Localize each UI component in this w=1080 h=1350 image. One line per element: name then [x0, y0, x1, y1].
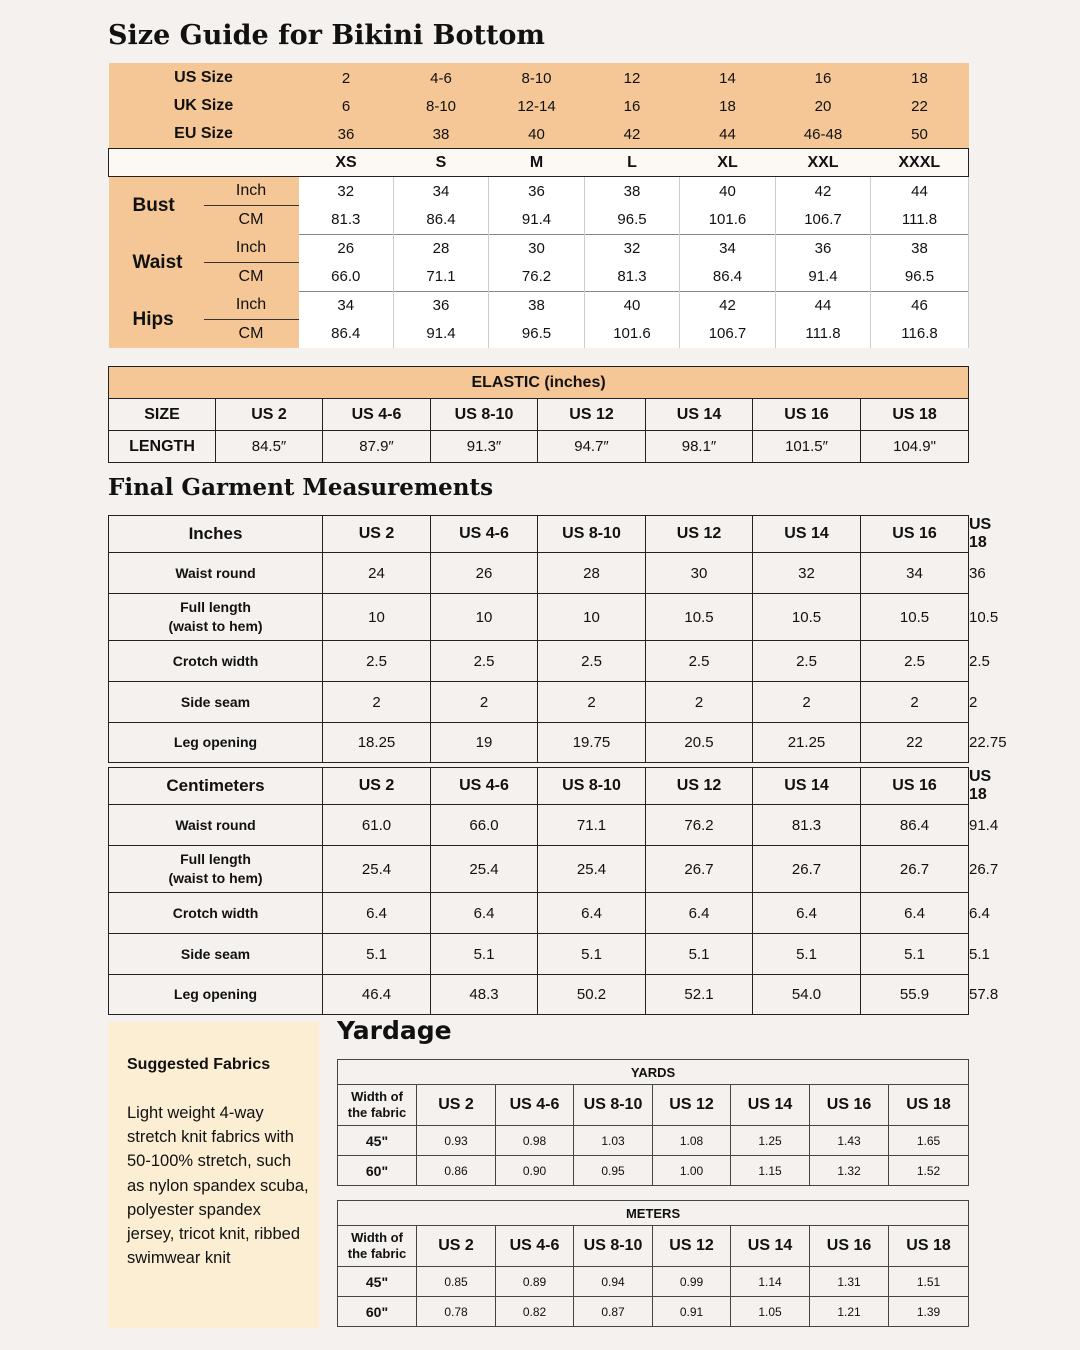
letter-size: S — [394, 149, 489, 177]
measurement-name: Bust — [109, 177, 204, 235]
yardage-value: 1.03 — [574, 1126, 653, 1156]
fabric-width: 45" — [338, 1267, 417, 1297]
measurement-value: 86.4 — [394, 206, 489, 235]
size-header: US 4-6 — [496, 1085, 574, 1126]
header-row — [338, 1085, 969, 1126]
measurement-value: 38 — [585, 177, 680, 206]
measurement-value: 10 — [538, 594, 646, 641]
letter-size: XXL — [776, 149, 871, 177]
centimeters-table — [108, 767, 999, 1015]
width-label-line: the fabric — [347, 1105, 407, 1120]
yardage-value: 0.85 — [417, 1267, 496, 1297]
yardage-value: 1.32 — [810, 1156, 889, 1186]
size-header: US 16 — [810, 1226, 889, 1267]
letter-size-blank — [109, 149, 299, 177]
measurement-value: 50.2 — [538, 975, 646, 1015]
width-label-line: Width of — [351, 1089, 403, 1104]
size-header: US 14 — [731, 1085, 810, 1126]
measurement-value: 52.1 — [646, 975, 753, 1015]
measurement-value: 30 — [489, 234, 585, 263]
yardage-value: 1.65 — [889, 1126, 969, 1156]
size-header: US 2 — [323, 768, 431, 805]
size-header: US 18 — [889, 1226, 969, 1267]
unit-label: CM — [204, 263, 299, 292]
size-value: 40 — [489, 120, 585, 149]
yardage-value: 0.86 — [417, 1156, 496, 1186]
measurement-value: 96.5 — [489, 320, 585, 349]
measurement-value: 2 — [753, 682, 861, 723]
measurement-value: 6.4 — [646, 893, 753, 934]
row-label — [109, 553, 323, 594]
measurement-value: 38 — [489, 291, 585, 320]
elastic-title: ELASTIC (inches) — [109, 367, 969, 399]
measurement-value: 2.5 — [646, 641, 753, 682]
size-value: 18 — [871, 63, 969, 92]
row-label-line: Full length — [180, 599, 251, 615]
measurement-row: Waist round 24 26 28 30 32 34 36 — [109, 553, 969, 594]
yardage-value: 0.99 — [653, 1267, 731, 1297]
measurement-row: Side seam 5.1 5.1 5.1 5.1 5.1 5.1 5.1 — [109, 934, 969, 975]
measurement-value: 28 — [538, 553, 646, 594]
size-value: 44 — [680, 120, 776, 149]
row-label — [109, 594, 323, 641]
letter-size-row — [109, 149, 969, 177]
elastic-size: US 2 — [216, 399, 323, 431]
size-header: US 2 — [417, 1226, 496, 1267]
measurement-value: 116.8 — [871, 320, 969, 349]
elastic-size-label: SIZE — [109, 399, 216, 431]
measurement-value: 2 — [861, 682, 969, 723]
row-label-line: Crotch width — [172, 652, 259, 669]
measurement-value: 2 — [323, 682, 431, 723]
elastic-length-label: LENGTH — [109, 431, 216, 463]
yardage-value: 0.87 — [574, 1297, 653, 1327]
measurement-value: 32 — [585, 234, 680, 263]
size-value: 4-6 — [394, 63, 489, 92]
measurement-value: 6.4 — [431, 893, 538, 934]
size-header: US 4-6 — [496, 1226, 574, 1267]
measurement-value: 86.4 — [299, 320, 394, 349]
measurement-value: 111.8 — [871, 206, 969, 235]
yardage-value: 0.91 — [653, 1297, 731, 1327]
elastic-length: 87.9″ — [323, 431, 431, 463]
elastic-size: US 4-6 — [323, 399, 431, 431]
measurement-value: 2 — [431, 682, 538, 723]
size-value: 8-10 — [489, 63, 585, 92]
yardage-value: 1.31 — [810, 1267, 889, 1297]
caption-row — [338, 1060, 969, 1085]
size-value: 42 — [585, 120, 680, 149]
yardage-row — [338, 1297, 969, 1327]
measurement-row-cm — [109, 320, 969, 349]
measurement-value: 48.3 — [431, 975, 538, 1015]
measurement-value: 26 — [299, 234, 394, 263]
size-value: 18 — [680, 92, 776, 120]
measurement-value: 2.5 — [323, 641, 431, 682]
yardage-caption: YARDS — [338, 1060, 969, 1085]
measurement-row: Leg opening 46.4 48.3 50.2 52.1 54.0 55.9 57.8 — [109, 975, 969, 1015]
size-row — [109, 120, 969, 149]
measurement-value: 40 — [680, 177, 776, 206]
size-value: 6 — [299, 92, 394, 120]
measurement-value: 25.4 — [323, 846, 431, 893]
fabric-width: 60" — [338, 1297, 417, 1327]
yardage-value: 1.00 — [653, 1156, 731, 1186]
header-row — [338, 1226, 969, 1267]
row-label-line: Side seam — [180, 945, 251, 962]
size-system-label: UK Size — [109, 92, 299, 120]
measurement-row-inch — [109, 291, 969, 320]
measurement-value: 19 — [431, 723, 538, 763]
yardage-value: 1.39 — [889, 1297, 969, 1327]
measurement-value: 10.5 — [861, 594, 969, 641]
measurement-value: 101.6 — [680, 206, 776, 235]
size-value: 38 — [394, 120, 489, 149]
unit-label: Inch — [204, 234, 299, 263]
measurement-value: 32 — [753, 553, 861, 594]
measurement-row: Crotch width 6.4 6.4 6.4 6.4 6.4 6.4 6.4 — [109, 893, 969, 934]
yardage-value: 0.82 — [496, 1297, 574, 1327]
yardage-value: 0.89 — [496, 1267, 574, 1297]
measurement-value: 6.4 — [538, 893, 646, 934]
size-header: US 16 — [861, 516, 969, 553]
measurement-value: 42 — [680, 291, 776, 320]
measurement-value: 10.5 — [646, 594, 753, 641]
measurement-row-inch — [109, 234, 969, 263]
measurement-value: 25.4 — [538, 846, 646, 893]
elastic-length: 84.5″ — [216, 431, 323, 463]
measurement-value: 6.4 — [861, 893, 969, 934]
size-value: 14 — [680, 63, 776, 92]
measurement-value: 32 — [299, 177, 394, 206]
width-label-line: the fabric — [347, 1246, 407, 1261]
size-value: 16 — [776, 63, 871, 92]
measurement-value: 2.5 — [538, 641, 646, 682]
size-value: 8-10 — [394, 92, 489, 120]
size-header: US 12 — [646, 768, 753, 805]
row-label — [109, 934, 323, 975]
row-label-line: Waist round — [175, 816, 256, 833]
measurement-value: 24 — [323, 553, 431, 594]
measurement-value: 81.3 — [753, 805, 861, 846]
row-label — [109, 846, 323, 893]
measurement-value: 10 — [323, 594, 431, 641]
measurement-value: 81.3 — [585, 263, 680, 292]
size-row — [109, 63, 969, 92]
measurement-value: 34 — [680, 234, 776, 263]
elastic-size: US 16 — [753, 399, 861, 431]
letter-size: XS — [299, 149, 394, 177]
measurement-value: 21.25 — [753, 723, 861, 763]
measurement-value: 101.6 — [585, 320, 680, 349]
measurement-value: 46 — [871, 291, 969, 320]
elastic-size: US 14 — [646, 399, 753, 431]
measurement-row: Leg opening 18.25 19 19.75 20.5 21.25 22 22.75 — [109, 723, 969, 763]
measurement-value: 20.5 — [646, 723, 753, 763]
size-header: US 12 — [646, 516, 753, 553]
size-system-label: EU Size — [109, 120, 299, 149]
measurement-value: 106.7 — [776, 206, 871, 235]
measurement-value: 5.1 — [753, 934, 861, 975]
measurement-row: Side seam 2 2 2 2 2 2 2 — [109, 682, 969, 723]
row-label — [109, 641, 323, 682]
size-header: US 12 — [653, 1226, 731, 1267]
measurement-value: 2 — [538, 682, 646, 723]
size-value: 12 — [585, 63, 680, 92]
measurement-value: 5.1 — [431, 934, 538, 975]
measurement-row-inch — [109, 177, 969, 206]
size-guide-table — [108, 63, 969, 348]
unit-label: CM — [204, 320, 299, 349]
measurement-value: 5.1 — [538, 934, 646, 975]
measurement-value: 26.7 — [861, 846, 969, 893]
elastic-length: 101.5″ — [753, 431, 861, 463]
measurement-value: 34 — [861, 553, 969, 594]
measurement-value: 25.4 — [431, 846, 538, 893]
yardage-value: 1.43 — [810, 1126, 889, 1156]
row-label-line: Leg opening — [173, 986, 258, 1002]
width-label-line: Width of — [351, 1230, 403, 1245]
elastic-length: 94.7″ — [538, 431, 646, 463]
suggested-fabrics-heading: Suggested Fabrics — [127, 1056, 271, 1073]
yardage-title: Yardage — [337, 1016, 452, 1045]
yardage-row — [338, 1126, 969, 1156]
size-header: US 14 — [731, 1226, 810, 1267]
row-label — [109, 682, 323, 723]
measurement-value: 86.4 — [680, 263, 776, 292]
size-row — [109, 92, 969, 120]
header-row: Inches US 2 US 4-6 US 8-10 US 12 US 14 US 16 US 18 — [109, 516, 969, 553]
measurement-row: Crotch width 2.5 2.5 2.5 2.5 2.5 2.5 2.5 — [109, 641, 969, 682]
measurement-value: 76.2 — [489, 263, 585, 292]
measurement-value: 2.5 — [431, 641, 538, 682]
measurement-value: 28 — [394, 234, 489, 263]
measurement-value: 96.5 — [871, 263, 969, 292]
row-label-line: Crotch width — [172, 904, 259, 921]
measurement-value: 6.4 — [753, 893, 861, 934]
yardage-value: 0.98 — [496, 1126, 574, 1156]
measurement-value: 71.1 — [394, 263, 489, 292]
measurement-value: 2.5 — [753, 641, 861, 682]
elastic-size: US 8-10 — [431, 399, 538, 431]
measurement-value: 91.4 — [394, 320, 489, 349]
size-header: US 8-10 — [574, 1085, 653, 1126]
yardage-value: 1.21 — [810, 1297, 889, 1327]
size-header: US 4-6 — [431, 768, 538, 805]
measurement-value: 26.7 — [646, 846, 753, 893]
measurement-name: Waist — [109, 234, 204, 291]
measurement-value: 38 — [871, 234, 969, 263]
yardage-value: 1.25 — [731, 1126, 810, 1156]
measurement-value: 6.4 — [323, 893, 431, 934]
final-measurements-title: Final Garment Measurements — [108, 474, 494, 501]
elastic-size: US 18 — [861, 399, 969, 431]
row-label-line: Side seam — [180, 693, 251, 710]
measurement-name: Hips — [109, 291, 204, 348]
measurement-value: 44 — [776, 291, 871, 320]
fabric-width: 45" — [338, 1126, 417, 1156]
size-header: US 8-10 — [538, 768, 646, 805]
row-label — [109, 805, 323, 846]
measurement-value: 18.25 — [323, 723, 431, 763]
measurement-value: 2 — [646, 682, 753, 723]
measurement-value: 36 — [489, 177, 585, 206]
measurement-value: 36 — [776, 234, 871, 263]
measurement-value: 86.4 — [861, 805, 969, 846]
row-label — [109, 975, 323, 1015]
width-label — [338, 1085, 417, 1126]
letter-size: M — [489, 149, 585, 177]
size-value: 36 — [299, 120, 394, 149]
size-header: US 14 — [753, 516, 861, 553]
measurement-value: 66.0 — [299, 263, 394, 292]
yardage-value: 0.94 — [574, 1267, 653, 1297]
measurement-value: 2.5 — [861, 641, 969, 682]
measurement-value: 5.1 — [323, 934, 431, 975]
row-label-line: (waist to hem) — [168, 618, 263, 634]
measurement-row: Full length (waist to hem) 25.4 25.4 25.4 26.7 26.7 26.7 26.7 — [109, 846, 969, 893]
measurement-value: 91.4 — [776, 263, 871, 292]
measurement-value: 40 — [585, 291, 680, 320]
yardage-row — [338, 1156, 969, 1186]
size-header: US 14 — [753, 768, 861, 805]
measurement-value: 10 — [431, 594, 538, 641]
size-value: 46-48 — [776, 120, 871, 149]
row-label-line: Waist round — [175, 564, 256, 581]
letter-size: L — [585, 149, 680, 177]
measurement-value: 61.0 — [323, 805, 431, 846]
yardage-value: 1.15 — [731, 1156, 810, 1186]
row-label-line: Leg opening — [173, 734, 258, 750]
yardage-value: 0.95 — [574, 1156, 653, 1186]
size-header: US 12 — [653, 1085, 731, 1126]
yardage-value: 0.78 — [417, 1297, 496, 1327]
yardage-row — [338, 1267, 969, 1297]
row-label-line: (waist to hem) — [168, 870, 263, 886]
elastic-length: 104.9" — [861, 431, 969, 463]
yardage-caption: METERS — [338, 1201, 969, 1226]
measurement-value: 46.4 — [323, 975, 431, 1015]
size-header: US 16 — [810, 1085, 889, 1126]
size-header: US 4-6 — [431, 516, 538, 553]
measurement-value: 34 — [299, 291, 394, 320]
unit-header: Inches — [109, 516, 323, 553]
size-value: 2 — [299, 63, 394, 92]
measurement-value: 5.1 — [861, 934, 969, 975]
yardage-value: 1.51 — [889, 1267, 969, 1297]
measurement-row: Waist round 61.0 66.0 71.1 76.2 81.3 86.4 91.4 — [109, 805, 969, 846]
letter-size: XL — [680, 149, 776, 177]
suggested-fabrics-text: Light weight 4-way stretch knit fabrics with 50-100% stretch, such as nylon spandex scuba, polyester spandex jersey, tricot knit, ribbed swimwear knit — [127, 1104, 309, 1268]
header-row: Centimeters US 2 US 4-6 US 8-10 US 12 US 14 US 16 US 18 — [109, 768, 969, 805]
size-value: 12-14 — [489, 92, 585, 120]
unit-label: Inch — [204, 177, 299, 206]
measurement-value: 111.8 — [776, 320, 871, 349]
size-value: 20 — [776, 92, 871, 120]
yardage-value: 0.90 — [496, 1156, 574, 1186]
measurement-row: Full length (waist to hem) 10 10 10 10.5 10.5 10.5 10.5 — [109, 594, 969, 641]
row-label-line: Full length — [180, 851, 251, 867]
page-title: Size Guide for Bikini Bottom — [108, 20, 545, 51]
elastic-size: US 12 — [538, 399, 646, 431]
width-label — [338, 1226, 417, 1267]
yardage-value: 1.14 — [731, 1267, 810, 1297]
measurement-value: 22 — [861, 723, 969, 763]
size-header: US 8-10 — [574, 1226, 653, 1267]
elastic-length: 98.1″ — [646, 431, 753, 463]
measurement-value: 10.5 — [753, 594, 861, 641]
yardage-value: 1.52 — [889, 1156, 969, 1186]
measurement-value: 30 — [646, 553, 753, 594]
measurement-value: 34 — [394, 177, 489, 206]
measurement-value: 106.7 — [680, 320, 776, 349]
size-header: US 18 — [889, 1085, 969, 1126]
size-value: 50 — [871, 120, 969, 149]
measurement-row-cm — [109, 263, 969, 292]
elastic-table — [108, 366, 969, 463]
suggested-fabrics-panel — [108, 1022, 319, 1328]
measurement-value: 42 — [776, 177, 871, 206]
measurement-value: 26 — [431, 553, 538, 594]
measurement-value: 55.9 — [861, 975, 969, 1015]
size-header: US 16 — [861, 768, 969, 805]
yards-table — [337, 1059, 969, 1186]
unit-header: Centimeters — [109, 768, 323, 805]
measurement-value: 71.1 — [538, 805, 646, 846]
meters-table — [337, 1200, 969, 1327]
measurement-row-cm — [109, 206, 969, 235]
measurement-value: 91.4 — [489, 206, 585, 235]
size-header: US 2 — [417, 1085, 496, 1126]
measurement-value: 26.7 — [753, 846, 861, 893]
measurement-value: 66.0 — [431, 805, 538, 846]
size-header: US 8-10 — [538, 516, 646, 553]
size-header: US 2 — [323, 516, 431, 553]
yardage-value: 0.93 — [417, 1126, 496, 1156]
size-value: 22 — [871, 92, 969, 120]
size-value: 16 — [585, 92, 680, 120]
measurement-value: 19.75 — [538, 723, 646, 763]
measurement-value: 44 — [871, 177, 969, 206]
yardage-value: 1.05 — [731, 1297, 810, 1327]
measurement-value: 76.2 — [646, 805, 753, 846]
unit-label: Inch — [204, 291, 299, 320]
measurement-value: 36 — [394, 291, 489, 320]
row-label — [109, 723, 323, 763]
measurement-value: 54.0 — [753, 975, 861, 1015]
inches-table — [108, 515, 1007, 763]
yardage-value: 1.08 — [653, 1126, 731, 1156]
unit-label: CM — [204, 206, 299, 235]
letter-size: XXXL — [871, 149, 969, 177]
size-system-label: US Size — [109, 63, 299, 92]
measurement-value: 5.1 — [646, 934, 753, 975]
measurement-value: 81.3 — [299, 206, 394, 235]
elastic-length: 91.3″ — [431, 431, 538, 463]
row-label — [109, 893, 323, 934]
fabric-width: 60" — [338, 1156, 417, 1186]
caption-row — [338, 1201, 969, 1226]
measurement-value: 96.5 — [585, 206, 680, 235]
